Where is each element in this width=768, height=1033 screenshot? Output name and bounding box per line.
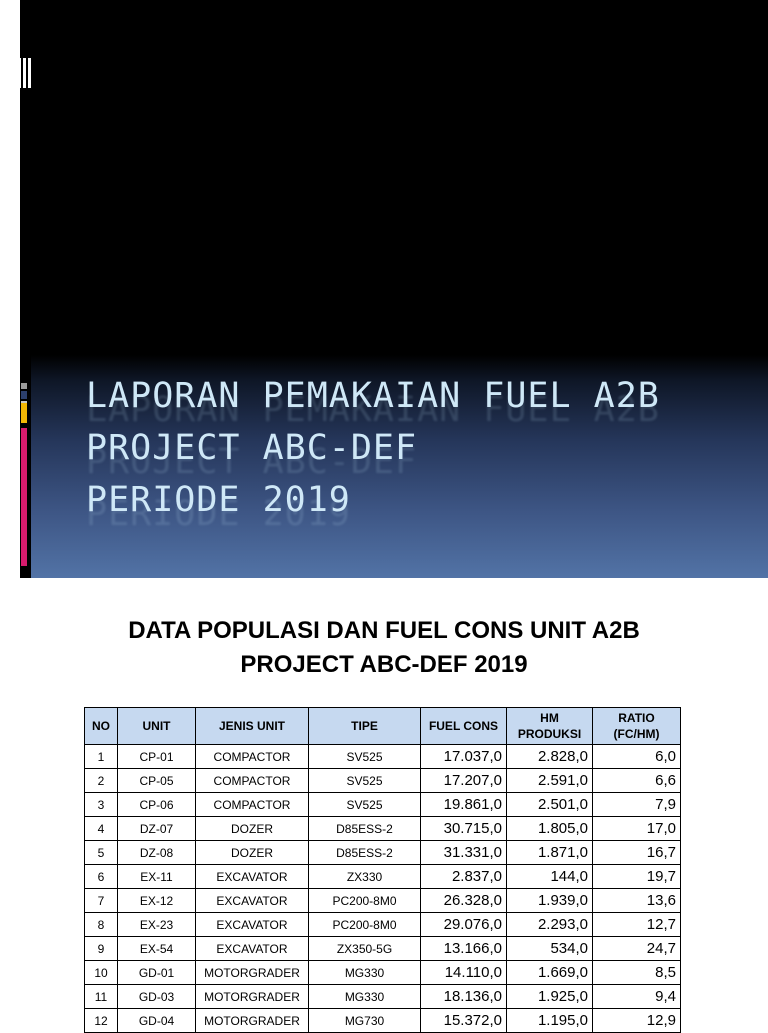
cell-ratio: 17,0: [593, 817, 681, 841]
cell-jenis-unit: DOZER: [196, 841, 309, 865]
cell-fuel-cons: 14.110,0: [421, 961, 507, 985]
header-unit: UNIT: [118, 708, 196, 745]
cell-jenis-unit: MOTORGRADER: [196, 961, 309, 985]
cell-jenis-unit: COMPACTOR: [196, 745, 309, 769]
cell-jenis-unit: COMPACTOR: [196, 793, 309, 817]
title-line-2: PROJECT ABC-DEF: [86, 428, 418, 468]
header-hm-line1: HM: [540, 711, 559, 725]
cell-no: 3: [85, 793, 118, 817]
cell-hm-produksi: 534,0: [507, 937, 593, 961]
cell-hm-produksi: 2.591,0: [507, 769, 593, 793]
header-ratio-line1: RATIO: [618, 711, 655, 725]
cell-unit: CP-06: [118, 793, 196, 817]
table-row: [85, 913, 681, 937]
header-fuel-cons: FUEL CONS: [421, 708, 507, 745]
table-heading: [0, 614, 768, 682]
cell-unit: EX-54: [118, 937, 196, 961]
accent-bar-pink: [21, 428, 27, 566]
cell-fuel-cons: 26.328,0: [421, 889, 507, 913]
cell-hm-produksi: 2.293,0: [507, 913, 593, 937]
cell-tipe: ZX350-5G: [309, 937, 421, 961]
cell-unit: EX-23: [118, 913, 196, 937]
cell-jenis-unit: EXCAVATOR: [196, 937, 309, 961]
cell-ratio: 12,9: [593, 1009, 681, 1033]
header-jenis-unit: JENIS UNIT: [196, 708, 309, 745]
cell-tipe: SV525: [309, 769, 421, 793]
cell-unit: EX-11: [118, 865, 196, 889]
cell-fuel-cons: 19.861,0: [421, 793, 507, 817]
cell-fuel-cons: 17.207,0: [421, 769, 507, 793]
cell-hm-produksi: 1.939,0: [507, 889, 593, 913]
cell-hm-produksi: 1.871,0: [507, 841, 593, 865]
cell-ratio: 16,7: [593, 841, 681, 865]
cell-ratio: 13,6: [593, 889, 681, 913]
header-row: [85, 708, 681, 745]
cell-hm-produksi: 1.805,0: [507, 817, 593, 841]
cell-unit: DZ-07: [118, 817, 196, 841]
cell-hm-produksi: 1.669,0: [507, 961, 593, 985]
cell-no: 12: [85, 1009, 118, 1033]
cell-tipe: PC200-8M0: [309, 913, 421, 937]
cell-jenis-unit: MOTORGRADER: [196, 985, 309, 1009]
title-line-3: PERIODE 2019: [86, 480, 351, 520]
table-header: [85, 708, 681, 745]
fuel-cons-table: [84, 707, 681, 1033]
cell-tipe: PC200-8M0: [309, 889, 421, 913]
cell-unit: EX-12: [118, 889, 196, 913]
cell-fuel-cons: 31.331,0: [421, 841, 507, 865]
cell-tipe: ZX330: [309, 865, 421, 889]
cell-jenis-unit: DOZER: [196, 817, 309, 841]
cell-unit: CP-01: [118, 745, 196, 769]
cell-no: 1: [85, 745, 118, 769]
cell-no: 10: [85, 961, 118, 985]
cell-tipe: MG330: [309, 961, 421, 985]
cell-hm-produksi: 2.501,0: [507, 793, 593, 817]
heading-line-2: PROJECT ABC-DEF 2019: [240, 651, 528, 678]
cell-ratio: 6,6: [593, 769, 681, 793]
cell-ratio: 24,7: [593, 937, 681, 961]
cell-tipe: SV525: [309, 745, 421, 769]
cell-hm-produksi: 144,0: [507, 865, 593, 889]
cell-no: 9: [85, 937, 118, 961]
slide-marker-icon: [18, 58, 34, 88]
cell-tipe: SV525: [309, 793, 421, 817]
header-hm-produksi: [507, 708, 593, 745]
cell-fuel-cons: 13.166,0: [421, 937, 507, 961]
cell-no: 4: [85, 817, 118, 841]
accent-bar-gray: [21, 383, 27, 389]
cell-no: 7: [85, 889, 118, 913]
header-tipe: TIPE: [309, 708, 421, 745]
cell-no: 6: [85, 865, 118, 889]
table-row: [85, 745, 681, 769]
cell-tipe: D85ESS-2: [309, 817, 421, 841]
header-ratio: [593, 708, 681, 745]
cell-fuel-cons: 18.136,0: [421, 985, 507, 1009]
header-ratio-line2: (FC/HM): [613, 727, 660, 741]
cell-jenis-unit: EXCAVATOR: [196, 865, 309, 889]
table-row: [85, 769, 681, 793]
slide-title: [86, 370, 756, 526]
cell-ratio: 7,9: [593, 793, 681, 817]
accent-bar-blue: [21, 391, 27, 399]
header-no: NO: [85, 708, 118, 745]
cell-hm-produksi: 2.828,0: [507, 745, 593, 769]
table-row: [85, 937, 681, 961]
cell-unit: GD-03: [118, 985, 196, 1009]
cell-fuel-cons: 29.076,0: [421, 913, 507, 937]
cell-unit: DZ-08: [118, 841, 196, 865]
cell-fuel-cons: 15.372,0: [421, 1009, 507, 1033]
table-row: [85, 793, 681, 817]
cell-tipe: MG330: [309, 985, 421, 1009]
title-line-1: LAPORAN PEMAKAIAN FUEL A2B: [86, 376, 660, 416]
cell-fuel-cons: 17.037,0: [421, 745, 507, 769]
cell-tipe: MG730: [309, 1009, 421, 1033]
cell-fuel-cons: 30.715,0: [421, 817, 507, 841]
cell-jenis-unit: EXCAVATOR: [196, 889, 309, 913]
cell-ratio: 12,7: [593, 913, 681, 937]
cell-hm-produksi: 1.925,0: [507, 985, 593, 1009]
cell-no: 5: [85, 841, 118, 865]
heading-line-1: DATA POPULASI DAN FUEL CONS UNIT A2B: [128, 617, 640, 644]
cell-ratio: 8,5: [593, 961, 681, 985]
cell-no: 8: [85, 913, 118, 937]
cell-jenis-unit: MOTORGRADER: [196, 1009, 309, 1033]
cell-ratio: 9,4: [593, 985, 681, 1009]
cell-unit: CP-05: [118, 769, 196, 793]
cell-jenis-unit: EXCAVATOR: [196, 913, 309, 937]
cell-hm-produksi: 1.195,0: [507, 1009, 593, 1033]
cell-ratio: 19,7: [593, 865, 681, 889]
table-row: [85, 961, 681, 985]
table-row: [85, 865, 681, 889]
table-row: [85, 985, 681, 1009]
cell-ratio: 6,0: [593, 745, 681, 769]
accent-bar-yellow: [21, 403, 27, 423]
table-row: [85, 841, 681, 865]
table-row: [85, 889, 681, 913]
cell-fuel-cons: 2.837,0: [421, 865, 507, 889]
cell-jenis-unit: COMPACTOR: [196, 769, 309, 793]
table-body: [85, 745, 681, 1033]
cell-unit: GD-01: [118, 961, 196, 985]
cell-no: 11: [85, 985, 118, 1009]
cell-unit: GD-04: [118, 1009, 196, 1033]
table-row: [85, 817, 681, 841]
cell-tipe: D85ESS-2: [309, 841, 421, 865]
cell-no: 2: [85, 769, 118, 793]
table-row: [85, 1009, 681, 1033]
header-hm-line2: PRODUKSI: [517, 727, 582, 741]
